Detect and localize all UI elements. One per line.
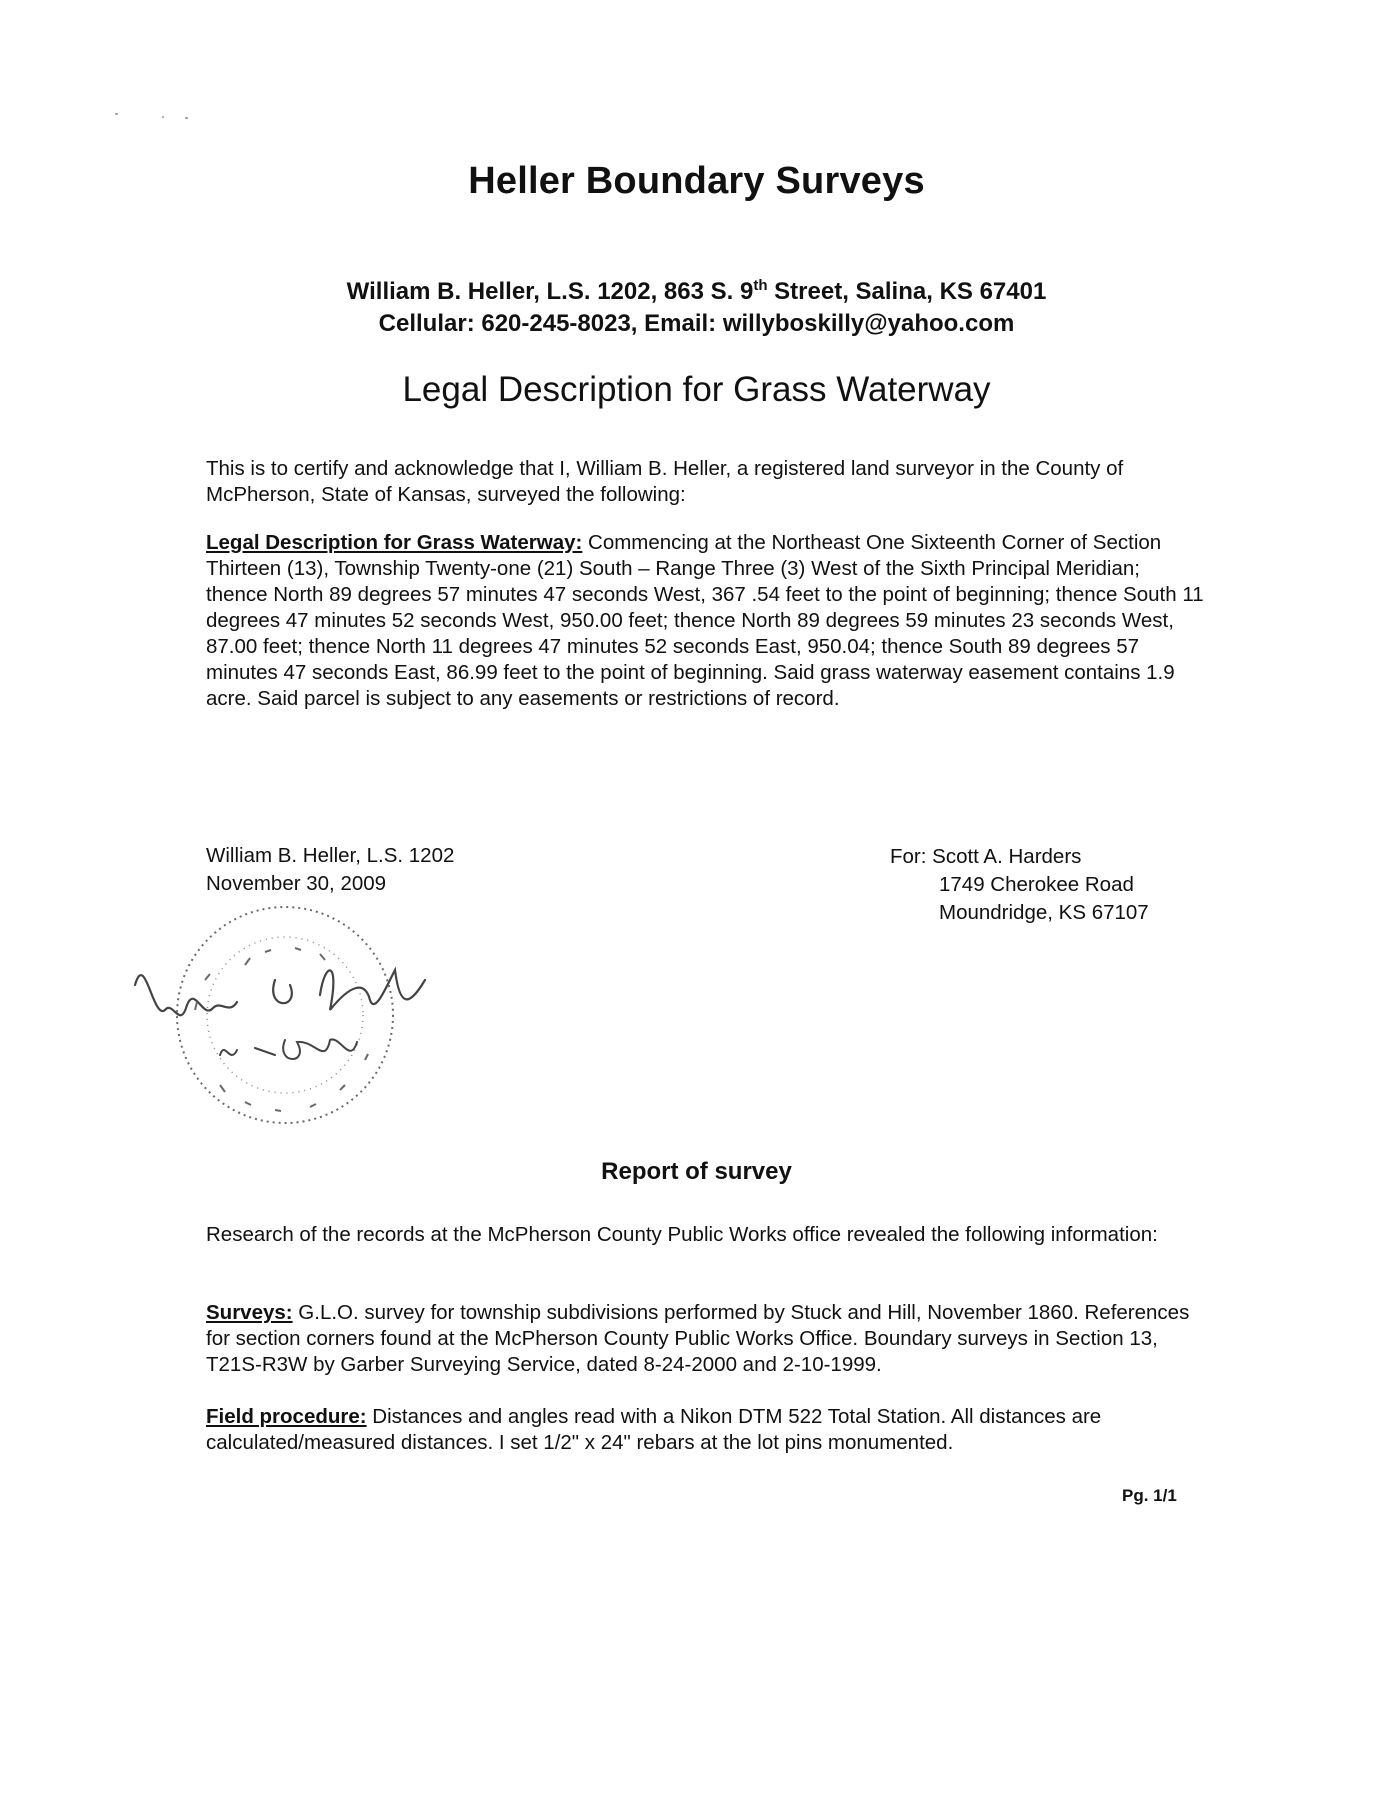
certification-paragraph: This is to certify and acknowledge that I, William B. Heller, a registered land surveyor in the County of McPherson, State of Kansas, surveyed the following: <box>206 457 1124 506</box>
seal-lettering-icon <box>195 948 368 1111</box>
legal-description-paragraph <box>206 530 1206 712</box>
contact-block <box>0 276 1393 340</box>
client-street: 1749 Cherokee Road <box>939 873 1134 896</box>
surveys-label: Surveys: <box>206 1301 293 1324</box>
signature-date: November 30, 2009 <box>206 872 387 895</box>
report-title: Report of survey <box>601 1158 792 1185</box>
field-procedure-text: Distances and angles read with a Nikon DTM 522 Total Station. All distances are calculated/measured distances. I set 1/2" x 24" rebars at the lot pins monumented. <box>206 1405 1102 1454</box>
client-name: For: Scott A. Harders <box>890 845 1082 868</box>
seal-outer-ring <box>177 907 393 1123</box>
scan-speck <box>115 113 118 115</box>
client-city: Moundridge, KS 67107 <box>939 901 1149 924</box>
surveys-text: G.L.O. survey for township subdivisions performed by Stuck and Hill, November 1860. References for section corners found at the McPherson County Public Works Office. Boundary surveys in Section 13, T21S-R3W by Garber Surveying Service, dated 8-24-2000 and 2-10-1999. <box>206 1301 1190 1376</box>
company-title: Heller Boundary Surveys <box>468 160 925 202</box>
surveyor-seal-stamp <box>125 890 485 1160</box>
scan-speck <box>185 117 188 119</box>
document-subtitle: Legal Description for Grass Waterway <box>402 370 991 409</box>
report-intro-paragraph: Research of the records at the McPherson County Public Works office revealed the following information: <box>206 1223 1158 1246</box>
scan-speck <box>162 116 164 118</box>
surveys-paragraph <box>206 1300 1206 1378</box>
address-text-end: Street, Salina, KS 67401 <box>767 278 1047 305</box>
seal-inner-ring <box>207 937 363 1093</box>
page-number: Pg. 1/1 <box>1122 1486 1177 1505</box>
ordinal-suffix: th <box>753 277 768 294</box>
address-line <box>0 276 1393 308</box>
handwritten-date-icon <box>220 1039 357 1059</box>
client-block <box>890 843 1149 927</box>
surveyor-name: William B. Heller, L.S. 1202 <box>206 844 455 867</box>
phone-email-line: Cellular: 620-245-8023, Email: willyboskilly@yahoo.com <box>378 310 1015 337</box>
field-procedure-label: Field procedure: <box>206 1405 367 1428</box>
legal-description-text: Commencing at the Northeast One Sixteenth Corner of Section Thirteen (13), Township Twenty-one (21) South – Range Three (3) West of the Sixth Principal Meridian; thence North 89 degrees 57 minutes 47 seconds West, 367 .54 feet to the point of beginning; thence South 11 degrees 47 minutes 52 seconds West, 950.00 feet; thence North 89 degrees 59 minutes 23 seconds West, 87.00 feet; thence North 11 degrees 47 minutes 52 seconds East, 950.04; thence South 89 degrees 57 minutes 47 seconds East, 86.99 feet to the point of beginning. Said grass waterway easement contains 1.9 acre. Said parcel is subject to any easements or restrictions of record. <box>206 531 1204 710</box>
address-text: William B. Heller, L.S. 1202, 863 S. 9 <box>346 278 754 305</box>
field-procedure-paragraph <box>206 1404 1206 1456</box>
legal-description-label: Legal Description for Grass Waterway: <box>206 531 583 554</box>
